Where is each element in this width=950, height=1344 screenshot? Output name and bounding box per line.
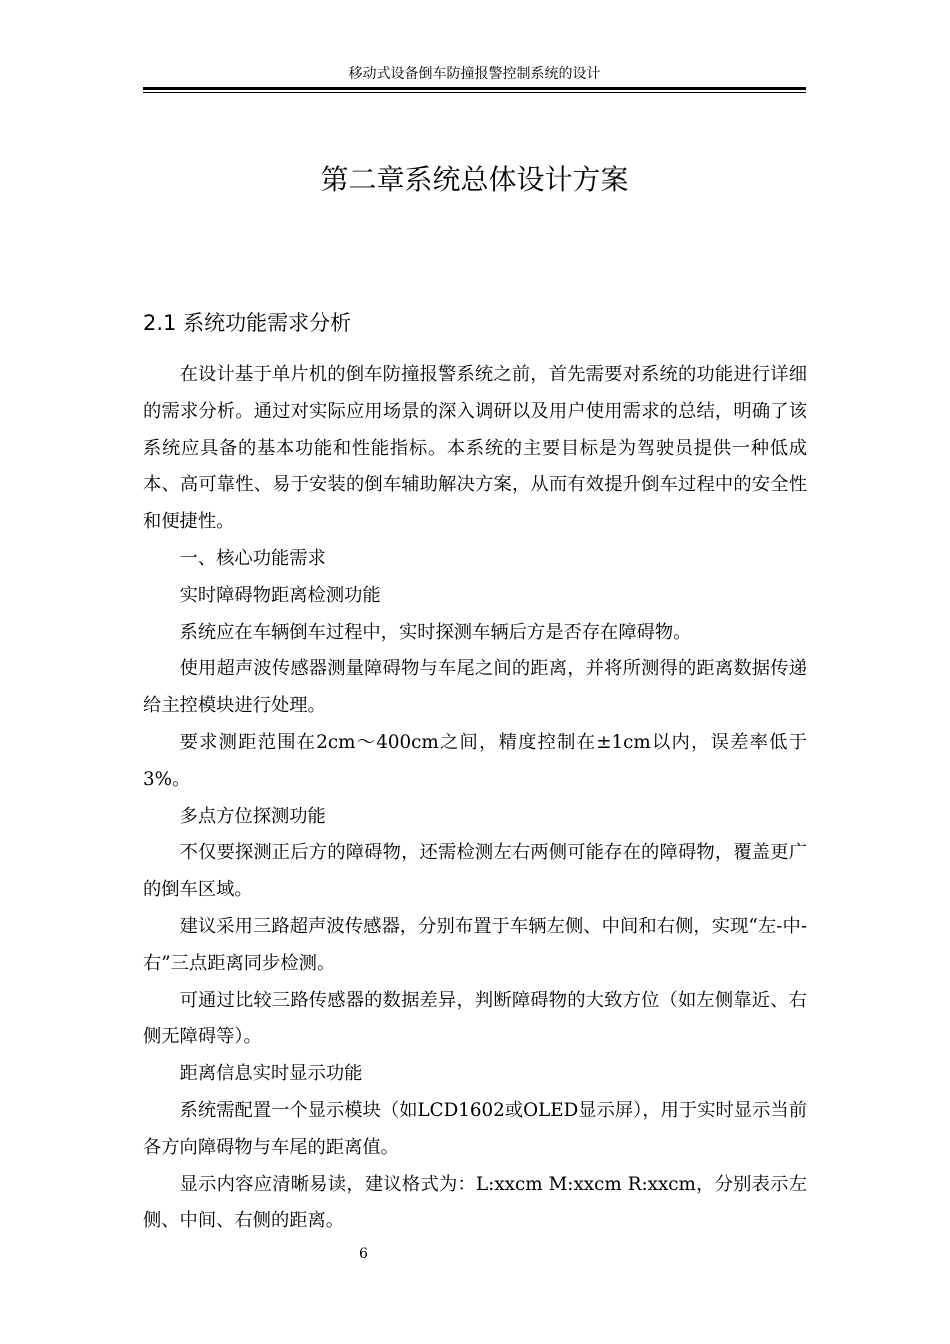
paragraph: 建议采用三路超声波传感器，分别布置于车辆左侧、中间和右侧，实现“左-中-右”三点距离同步检测。	[143, 915, 807, 974]
paragraph: 可通过比较三路传感器的数据差异，判断障碍物的大致方位（如左侧靠近、右侧无障碍等）。	[143, 989, 807, 1048]
paragraph: 系统需配置一个显示模块（如LCD1602或OLED显示屏），用于实时显示当前各方向障碍物与车尾的距离值。	[143, 1099, 807, 1158]
paragraph: 系统应在车辆倒车过程中，实时探测车辆后方是否存在障碍物。	[179, 621, 692, 643]
paragraph: 要求测距范围在2cm～400cm之间，精度控制在±1cm以内，误差率低于3%。	[143, 731, 807, 790]
paragraph: 显示内容应清晰易读，建议格式为：L:xxcm M:xxcm R:xxcm，分别表示左侧、中间、右侧的距离。	[143, 1173, 807, 1232]
header-rule-thick	[143, 87, 806, 90]
paragraph: 一、核心功能需求	[179, 547, 326, 569]
paragraph: 不仅要探测正后方的障碍物，还需检测左右两侧可能存在的障碍物，覆盖更广的倒车区域。	[143, 842, 807, 901]
paragraph: 实时障碍物距离检测功能	[179, 584, 381, 606]
paragraph: 在设计基于单片机的倒车防撞报警系统之前，首先需要对系统的功能进行详细的需求分析。通过对实际应用场景的深入调研以及用户使用需求的总结，明确了该系统应具备的基本功能和性能指标。本系统的主要目标是为驾驶员提供一种低成本、高可靠性、易于安装的倒车辅助解决方案，从而有效提升倒车过程中的安全性和便捷性。	[143, 364, 807, 533]
paragraph: 使用超声波传感器测量障碍物与车尾之间的距离，并将所测得的距离数据传递给主控模块进行处理。	[143, 658, 807, 717]
section-heading: 2.1 系统功能需求分析	[143, 311, 352, 335]
paragraph: 多点方位探测功能	[179, 805, 326, 827]
chapter-title: 第二章系统总体设计方案	[320, 163, 629, 196]
body-text	[143, 357, 807, 1240]
running-header: 移动式设备倒车防撞报警控制系统的设计	[348, 66, 601, 82]
header-rule-thin	[143, 92, 806, 93]
paragraph: 距离信息实时显示功能	[179, 1063, 363, 1085]
page-number: 6	[359, 1246, 368, 1262]
